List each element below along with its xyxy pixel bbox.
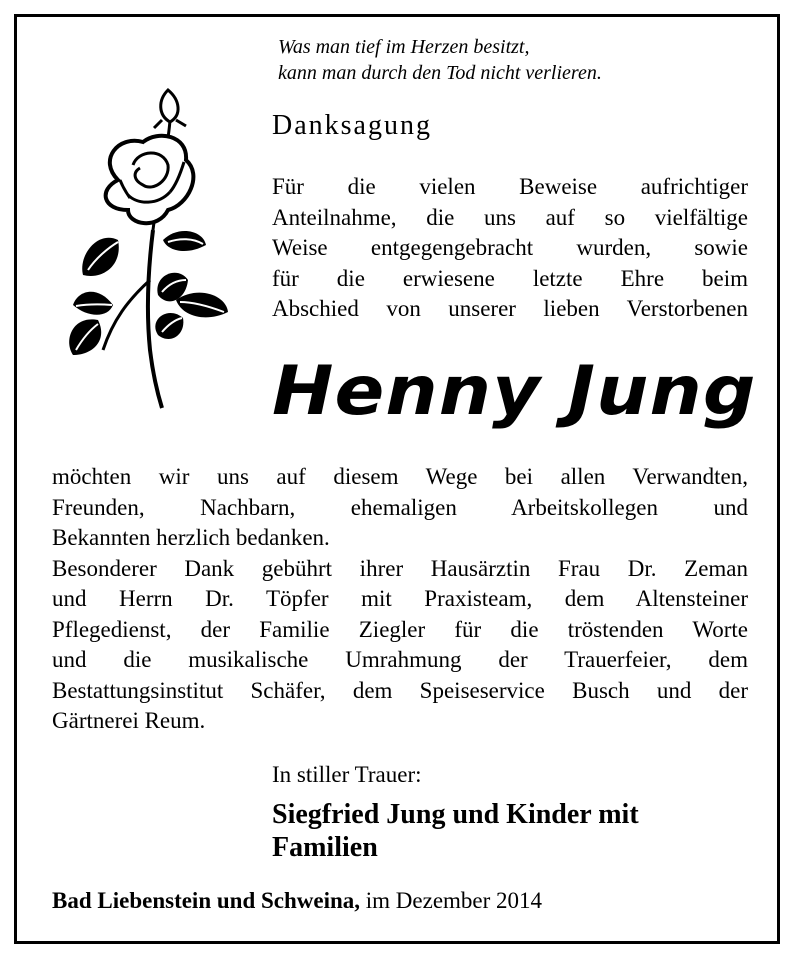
motto xyxy=(278,34,602,86)
body-line: Pflegedienst, der Familie Ziegler für die tröstenden Worte xyxy=(52,616,748,642)
rose-icon xyxy=(58,80,238,410)
intro-line: Abschied von unserer lieben Verstorbenen xyxy=(272,296,748,321)
body-line: möchten wir uns auf diesem Wege bei allen Verwandten, xyxy=(52,464,748,489)
body-line: Besonderer Dank gebührt ihrer Hausärztin Frau Dr. Zeman xyxy=(52,555,748,581)
signers: Siegfried Jung und Kinder mit Familien xyxy=(272,799,639,863)
body-line: und die musikalische Umrahmung der Trauerfeier, dem xyxy=(52,647,748,672)
body-line: und Herrn Dr. Töpfer mit Praxisteam, dem Altensteiner xyxy=(52,586,748,611)
body-line: Bekannten herzlich bedanken. xyxy=(52,525,330,550)
footer-place: Bad Liebenstein und Schweina, xyxy=(52,888,361,913)
body-line: Bestattungsinstitut Schäfer, dem Speiseservice Busch und der xyxy=(52,677,748,703)
intro-line: Anteilnahme, die uns auf so vielfältige xyxy=(272,204,748,230)
footer xyxy=(52,888,542,914)
mourning-label: In stiller Trauer: xyxy=(272,762,422,787)
footer-date: im Dezember 2014 xyxy=(360,888,543,913)
intro-line: für die erwiesene letzte Ehre beim xyxy=(272,265,748,291)
page-title: Danksagung xyxy=(272,110,432,141)
body-line: Freunden, Nachbarn, ehemaligen Arbeitskollegen und xyxy=(52,494,748,520)
intro-line: Für die vielen Beweise aufrichtiger xyxy=(272,174,748,199)
body-paragraph xyxy=(52,462,748,737)
intro-paragraph xyxy=(272,172,748,325)
deceased-name: Henny Jung xyxy=(272,352,757,431)
motto-line-1: Was man tief im Herzen besitzt, xyxy=(278,36,530,58)
body-line: Gärtnerei Reum. xyxy=(52,708,206,733)
motto-line-2: kann man durch den Tod nicht verlieren. xyxy=(278,62,602,84)
intro-line: Weise entgegengebracht wurden, sowie xyxy=(272,235,748,260)
